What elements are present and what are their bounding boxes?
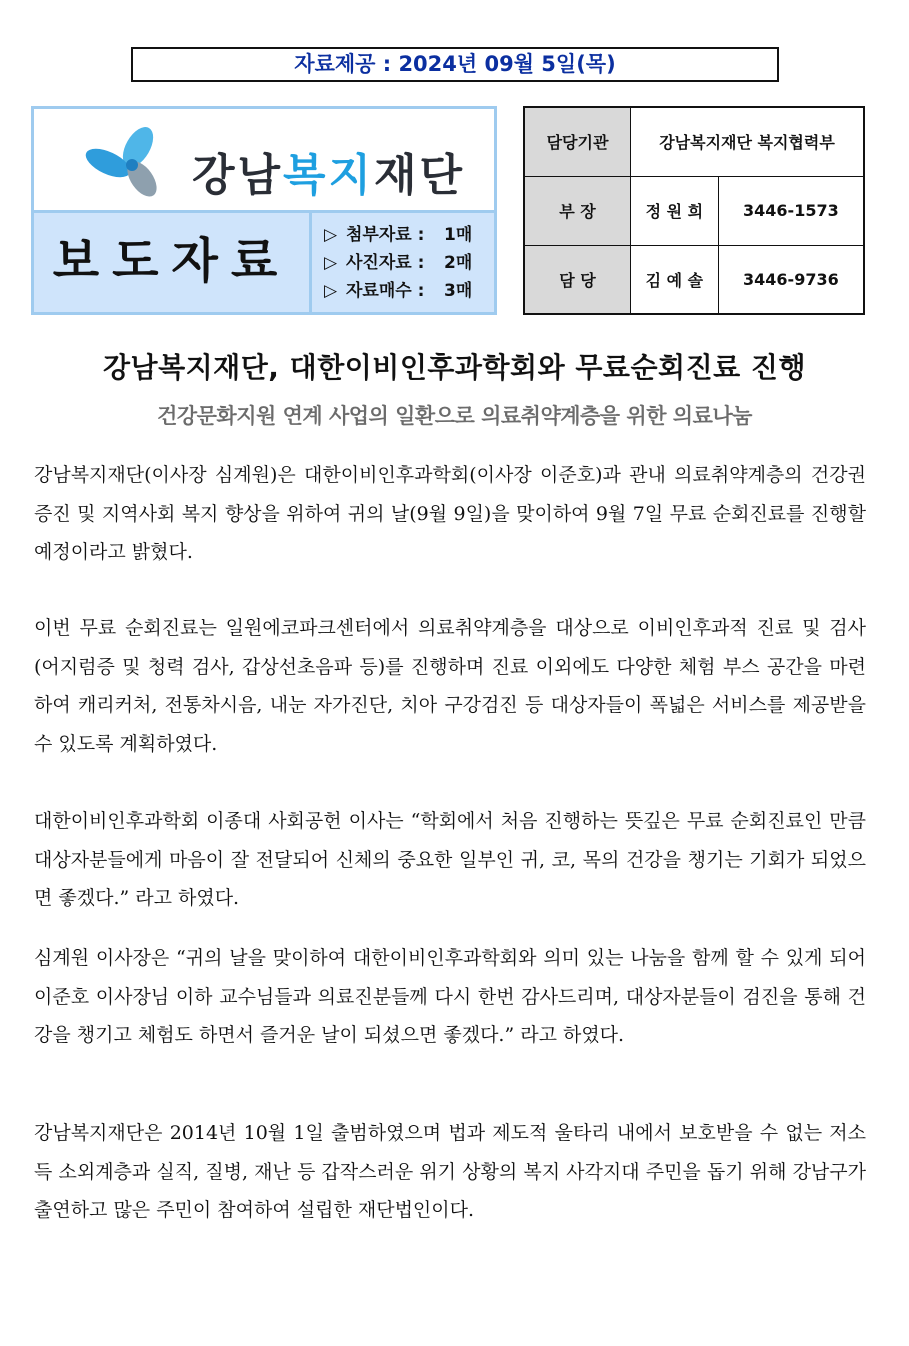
body-paragraph: 이번 무료 순회진료는 일원에코파크센터에서 의료취약계층을 대상으로 이비인후과적 진료 및 검사(어지럼증 및 청력 검사, 갑상선초음파 등)를 진행하며 진료 이외에도 다양한 체험 부스 공간을 마련하여 캐리커처, 전통차시음, 내눈 자가진단, 치아 구강검진 등 대상자들이 폭넓은 서비스를 제공받을 수 있도록 계획하였다. <box>34 617 866 755</box>
attachment-info <box>312 210 497 315</box>
triangle-bullet-icon: ▷ <box>324 253 338 273</box>
attachment-row: ▷ 사진자료 : 2매 <box>324 249 494 277</box>
logo-panel <box>31 106 497 210</box>
contact-org-row <box>524 107 864 176</box>
body-paragraph: 심계원 이사장은 “귀의 날을 맞이하여 대한이비인후과학회와 의미 있는 나눔을 함께 할 수 있게 되어 이준호 이사장님 이하 교수님들과 의료진분들께 다시 한번 감사드리며, 대상자분들이 검진을 통해 건강을 챙기고 체험도 하면서 즐거운 날이 되셨으면 좋겠다.” 라고 하였다. <box>34 947 866 1046</box>
body-paragraph: 강남복지재단은 2014년 10월 1일 출범하였으며 법과 제도적 울타리 내에서 보호받을 수 없는 저소득 소외계층과 실직, 질병, 재난 등 갑작스러운 위기 상황의 복지 사각지대 주민을 돕기 위해 강남구가 출연하고 많은 주민이 참여하여 설립한 재단법인이다. <box>34 1122 866 1221</box>
contact-row <box>524 176 864 245</box>
body-paragraph: 강남복지재단(이사장 심계원)은 대한이비인후과학회(이사장 이준호)과 관내 의료취약계층의 건강권 증진 및 지역사회 복지 향상을 위하여 귀의 날(9월 9일)을 맞이하여 9월 7일 무료 순회진료를 진행할 예정이라고 밝혔다. <box>34 464 866 563</box>
foundation-logo-text: 강남복지재단 <box>192 150 466 201</box>
org-value: 강남복지재단 복지협력부 <box>631 107 865 176</box>
contact-name: 김 예 솔 <box>631 245 719 314</box>
triangle-bullet-icon: ▷ <box>324 281 338 301</box>
role-label: 부 장 <box>524 176 631 245</box>
contact-row <box>524 245 864 314</box>
attachment-row: ▷ 첨부자료 : 1매 <box>324 221 494 249</box>
contact-table <box>523 106 865 315</box>
contact-name: 정 원 희 <box>631 176 719 245</box>
body-paragraph: 대한이비인후과학회 이종대 사회공헌 이사는 “학회에서 처음 진행하는 뜻깊은 무료 순회진료인 만큼 대상자분들에게 마음이 잘 전달되어 신체의 중요한 일부인 귀, 코, 목의 건강을 챙기는 기회가 되었으면 좋겠다.” 라고 하였다. <box>34 810 866 909</box>
role-label: 담 당 <box>524 245 631 314</box>
org-label: 담당기관 <box>524 107 631 176</box>
contact-phone: 3446-9736 <box>718 245 864 314</box>
contact-phone: 3446-1573 <box>718 176 864 245</box>
release-date: 자료제공 : 2024년 09월 5일(목) <box>131 47 779 82</box>
attachment-row: ▷ 자료매수 : 3매 <box>324 277 494 305</box>
triangle-bullet-icon: ▷ <box>324 225 338 245</box>
subheadline: 건강문화지원 연계 사업의 일환으로 의료취약계층을 위한 의료나눔 <box>157 404 752 428</box>
headline: 강남복지재단, 대한이비인후과학회와 무료순회진료 진행 <box>102 351 807 384</box>
press-release-label: 보도자료 <box>31 210 312 315</box>
foundation-logo-icon <box>80 123 180 203</box>
